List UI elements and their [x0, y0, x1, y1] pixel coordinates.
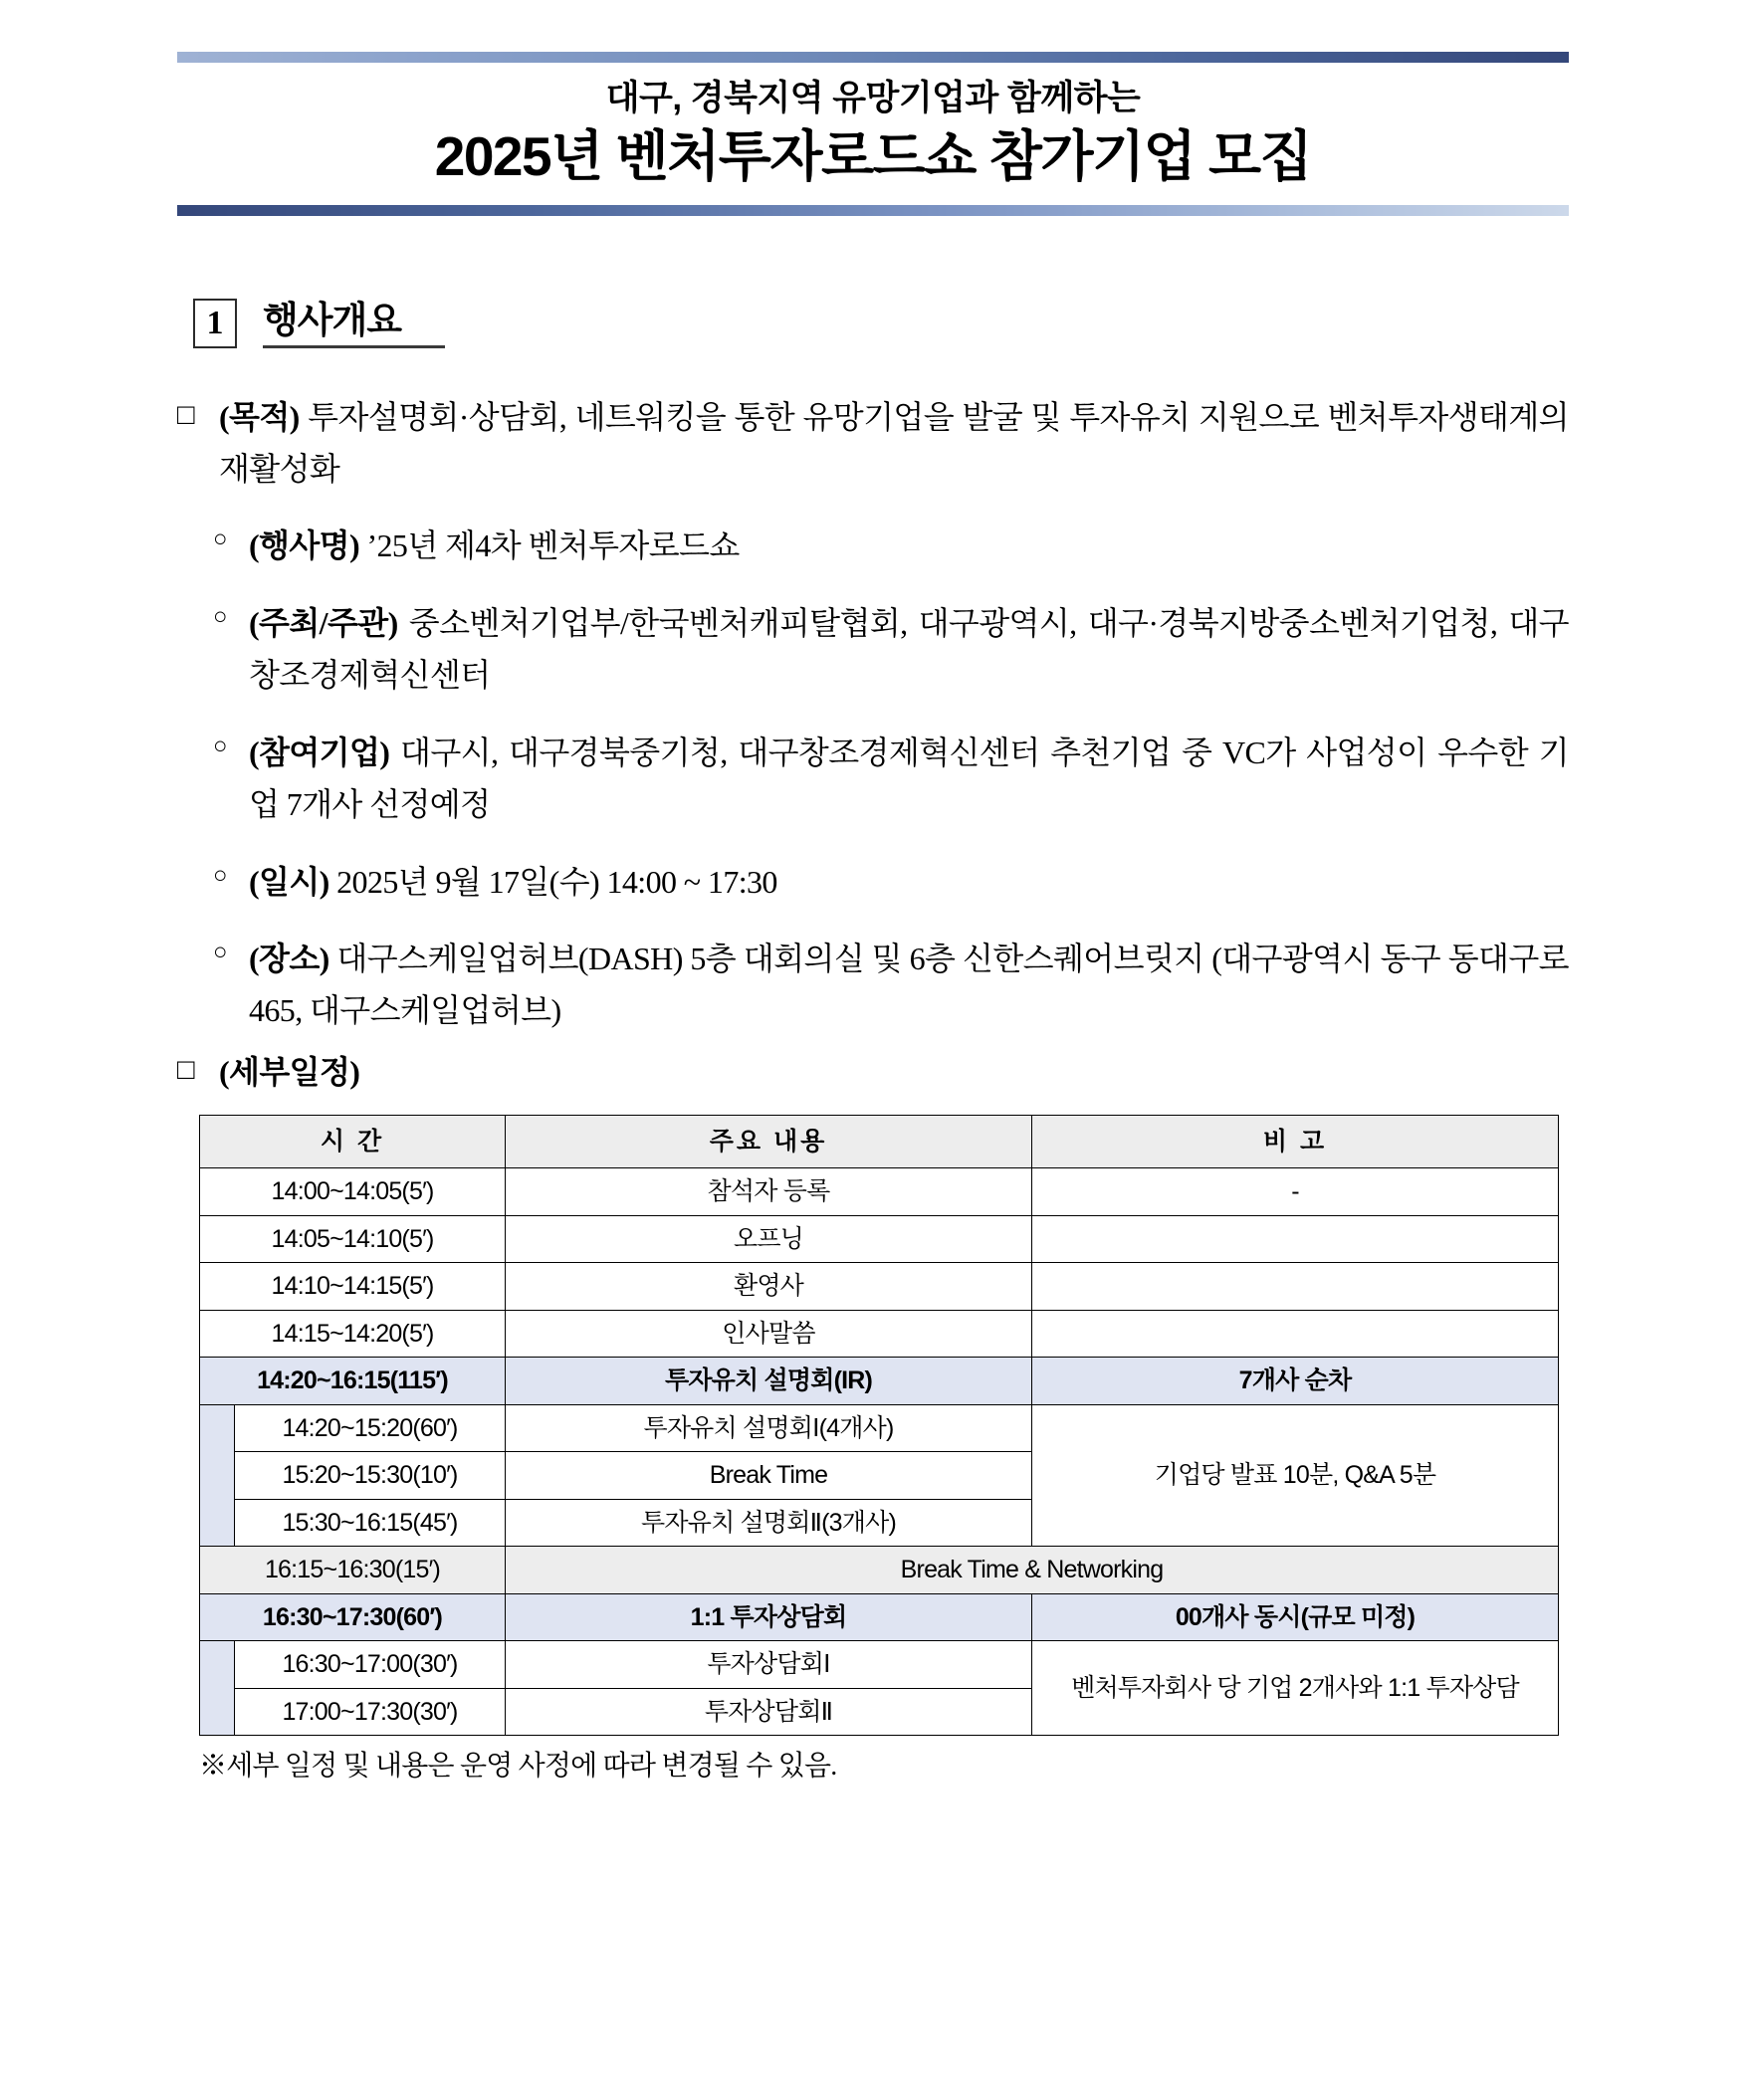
document-header [177, 0, 1569, 216]
cell-main: Break Time & Networking [506, 1547, 1559, 1594]
bullet-venue [177, 934, 1569, 1037]
bullet-purpose [177, 392, 1569, 496]
table-head [200, 1115, 1559, 1168]
table-row-highlight [200, 1593, 1559, 1641]
bullet-label: (주최/주관) [249, 605, 398, 642]
col-header-note: 비 고 [1032, 1115, 1559, 1168]
bullet-body: ’25년 제4차 벤처투자로드쇼 [359, 527, 740, 564]
table-row [200, 1641, 1559, 1689]
cell-time: 16:30~17:00(30′) [235, 1641, 506, 1689]
bullet-text [219, 1047, 1569, 1099]
table-row [200, 1215, 1559, 1263]
section-title: 행사개요 [263, 298, 445, 348]
bullet-body: 대구스케일업허브(DASH) 5층 대회의실 및 6층 신한스퀘어브릿지 (대구광역시 동구 동대구로 465, 대구스케일업허브) [249, 941, 1569, 1029]
bullet-label: (목적) [219, 398, 300, 435]
header-rule-top [177, 52, 1569, 63]
bullet-text [249, 934, 1569, 1037]
bullet-event-name [177, 521, 1569, 572]
table-row [200, 1310, 1559, 1358]
section-heading [193, 298, 1569, 348]
schedule-table-wrap [199, 1115, 1559, 1737]
cell-time: 14:20~16:15(115′) [200, 1358, 506, 1405]
cell-time: 17:00~17:30(30′) [235, 1688, 506, 1736]
bullet-mark-circle: ○ [213, 940, 227, 966]
schedule-table [199, 1115, 1559, 1737]
cell-time: 14:15~14:20(5′) [200, 1310, 506, 1358]
header-rule-bottom [177, 205, 1569, 216]
cell-main: 투자상담회Ⅱ [506, 1688, 1032, 1736]
cell-note [1032, 1215, 1559, 1263]
bullet-label: (행사명) [249, 527, 360, 564]
bullet-text [219, 392, 1569, 496]
cell-note: 벤처투자회사 당 기업 2개사와 1:1 투자상담 [1032, 1641, 1559, 1736]
cell-note [1032, 1263, 1559, 1311]
cell-note: - [1032, 1168, 1559, 1216]
cell-main: 인사말씀 [506, 1310, 1032, 1358]
bullet-label: (장소) [249, 941, 329, 977]
bullet-label: (세부일정) [219, 1054, 360, 1091]
cell-main: 투자유치 설명회(IR) [506, 1358, 1032, 1405]
table-row-highlight [200, 1358, 1559, 1405]
cell-main: 1:1 투자상담회 [506, 1593, 1032, 1641]
table-header-row [200, 1115, 1559, 1168]
cell-indent-marker [200, 1404, 235, 1547]
table-body [200, 1168, 1559, 1736]
section-number: 1 [193, 299, 237, 348]
document-title: 2025년 벤처투자로드쇼 참가기업 모집 [434, 124, 1312, 187]
cell-note: 00개사 동시(규모 미정) [1032, 1593, 1559, 1641]
title-block [177, 63, 1569, 195]
cell-main: 오프닝 [506, 1215, 1032, 1263]
cell-main: 참석자 등록 [506, 1168, 1032, 1216]
table-row-break [200, 1547, 1559, 1594]
cell-note: 기업당 발표 10분, Q&A 5분 [1032, 1404, 1559, 1547]
document-subtitle: 대구, 경북지역 유망기업과 함께하는 [605, 79, 1141, 117]
bullet-text [249, 857, 1569, 909]
bullet-mark-circle: ○ [213, 526, 227, 553]
cell-time: 16:15~16:30(15′) [200, 1547, 506, 1594]
cell-time: 15:20~15:30(10′) [235, 1452, 506, 1500]
bullet-text [249, 598, 1569, 702]
section-body [177, 392, 1569, 1099]
col-header-time: 시 간 [200, 1115, 506, 1168]
cell-time: 16:30~17:30(60′) [200, 1593, 506, 1641]
bullet-participants [177, 728, 1569, 831]
col-header-main: 주요 내용 [506, 1115, 1032, 1168]
cell-time: 14:00~14:05(5′) [200, 1168, 506, 1216]
cell-time: 14:10~14:15(5′) [200, 1263, 506, 1311]
bullet-label: (참여기업) [249, 734, 390, 770]
table-row [200, 1168, 1559, 1216]
bullet-body: 2025년 9월 17일(수) 14:00 ~ 17:30 [328, 863, 777, 900]
cell-main: 투자유치 설명회Ⅰ(4개사) [506, 1404, 1032, 1452]
bullet-schedule [177, 1047, 1569, 1099]
cell-note [1032, 1310, 1559, 1358]
cell-note: 7개사 순차 [1032, 1358, 1559, 1405]
cell-time: 14:20~15:20(60′) [235, 1404, 506, 1452]
cell-main: 환영사 [506, 1263, 1032, 1311]
bullet-mark-circle: ○ [213, 733, 227, 759]
cell-main: 투자상담회Ⅰ [506, 1641, 1032, 1689]
bullet-body: 대구시, 대구경북중기청, 대구창조경제혁신센터 추천기업 중 VC가 사업성이 우수한 기업 7개사 선정예정 [249, 734, 1569, 822]
bullet-mark-square: □ [177, 398, 194, 431]
bullet-body: 투자설명회·상담회, 네트워킹을 통한 유망기업을 발굴 및 투자유치 지원으로 벤처투자생태계의 재활성화 [219, 398, 1569, 487]
bullet-mark-circle: ○ [213, 862, 227, 889]
cell-main: 투자유치 설명회Ⅱ(3개사) [506, 1499, 1032, 1547]
bullet-text [249, 728, 1569, 831]
table-row [200, 1263, 1559, 1311]
cell-indent-marker [200, 1641, 235, 1736]
table-footnote: ※세부 일정 및 내용은 운영 사정에 따라 변경될 수 있음. [199, 1751, 837, 1783]
cell-time: 15:30~16:15(45′) [235, 1499, 506, 1547]
bullet-mark-circle: ○ [213, 604, 227, 631]
bullet-mark-square: □ [177, 1054, 194, 1087]
bullet-text [249, 521, 1569, 572]
cell-time: 14:05~14:10(5′) [200, 1215, 506, 1263]
table-row [200, 1404, 1559, 1452]
cell-main: Break Time [506, 1452, 1032, 1500]
bullet-label: (일시) [249, 863, 329, 900]
bullet-body: 중소벤처기업부/한국벤처캐피탈협회, 대구광역시, 대구·경북지방중소벤처기업청, 대구창조경제혁신센터 [249, 605, 1569, 694]
bullet-datetime [177, 857, 1569, 909]
bullet-host-organizer [177, 598, 1569, 702]
